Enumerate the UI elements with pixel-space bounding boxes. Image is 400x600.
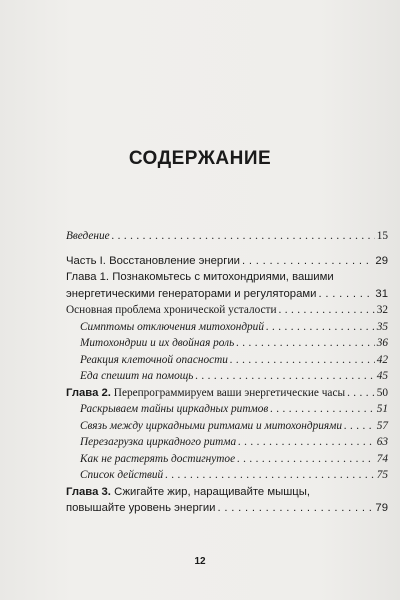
page-title: СОДЕРЖАНИЕ bbox=[128, 148, 272, 169]
toc-entry-title: Еда спешит на помощь bbox=[80, 370, 194, 382]
toc-page-number: 63 bbox=[376, 436, 388, 448]
dot-leader bbox=[318, 286, 373, 303]
toc-entry-subsection bbox=[66, 434, 388, 451]
toc-entry-chapter2 bbox=[66, 385, 388, 402]
toc-page-number: 32 bbox=[376, 304, 388, 316]
toc-page-number: 15 bbox=[376, 230, 388, 242]
toc-entry-title: Симптомы отключения митохондрий bbox=[80, 320, 264, 333]
toc-entry-subsection bbox=[66, 368, 388, 385]
dot-leader bbox=[242, 253, 373, 270]
toc-entry-chapter1 bbox=[66, 269, 388, 302]
dot-leader bbox=[344, 418, 375, 435]
toc-entry-part1 bbox=[66, 253, 388, 270]
toc-entry-title: Связь между циркадными ритмами и митохондриями bbox=[80, 419, 343, 432]
dot-leader bbox=[236, 335, 374, 352]
dot-leader bbox=[237, 451, 375, 468]
toc-entry-title-line2: повышайте уровень энергии bbox=[66, 502, 216, 514]
toc-entry-subsection bbox=[66, 467, 388, 484]
toc-entry-chapter3 bbox=[66, 484, 388, 517]
toc-entry-section bbox=[66, 302, 388, 319]
toc-entry-subsection bbox=[66, 401, 388, 418]
toc-entry-title: Список действий bbox=[80, 469, 164, 481]
dot-leader bbox=[238, 434, 375, 451]
toc-entry-intro bbox=[66, 228, 388, 245]
dot-leader bbox=[165, 467, 374, 484]
chapter-label: Глава 2. bbox=[66, 386, 111, 399]
toc-entry-title-line1: Глава 1. Познакомьтесь с митохондриями, вашими bbox=[66, 271, 334, 283]
toc-entry-title: Перепрограммируем ваши энергетические часы bbox=[113, 386, 346, 399]
toc-entry-title-line1: Сжигайте жир, наращивайте мышцы, bbox=[114, 485, 311, 498]
dot-leader bbox=[217, 500, 373, 517]
toc-page-number: 57 bbox=[376, 419, 388, 432]
toc-entry-subsection bbox=[66, 451, 388, 468]
toc-entry-title: Реакция клеточной опасности bbox=[80, 353, 228, 366]
toc-entry-title: Раскрываем тайны циркадных ритмов bbox=[80, 403, 269, 415]
dot-leader bbox=[279, 302, 375, 319]
toc-entry-title-line2: энергетическими генераторами и регуляторами bbox=[66, 287, 317, 300]
table-of-contents bbox=[66, 228, 388, 517]
toc-entry-subsection bbox=[66, 352, 388, 369]
toc-entry-title: Часть I. Восстановление энергии bbox=[66, 254, 240, 267]
chapter-label: Глава 3. bbox=[66, 485, 111, 498]
dot-leader bbox=[347, 385, 375, 402]
toc-page-number: 36 bbox=[376, 337, 388, 349]
toc-page-number: 42 bbox=[376, 353, 388, 366]
dot-leader bbox=[112, 228, 375, 245]
toc-entry-title: Как не растерять достигнутое bbox=[80, 452, 236, 465]
toc-page-number: 75 bbox=[376, 469, 388, 481]
toc-entry-title: Митохондрии и их двойная роль bbox=[80, 337, 235, 349]
toc-entry-subsection bbox=[66, 418, 388, 435]
toc-entry-subsection bbox=[66, 335, 388, 352]
toc-page-number: 35 bbox=[376, 320, 388, 333]
toc-page-number: 79 bbox=[375, 502, 388, 514]
dot-leader bbox=[266, 319, 375, 336]
toc-entry-title: Введение bbox=[66, 230, 110, 242]
toc-entry-subsection bbox=[66, 319, 388, 336]
dot-leader bbox=[270, 401, 374, 418]
toc-page-number: 31 bbox=[375, 287, 388, 300]
toc-entry-title: Перезагрузка циркадного ритма bbox=[80, 436, 237, 448]
toc-page-number: 45 bbox=[376, 370, 388, 382]
dot-leader bbox=[230, 352, 375, 369]
toc-page-number: 51 bbox=[376, 403, 388, 415]
dot-leader bbox=[195, 368, 374, 385]
toc-page-number: 29 bbox=[375, 254, 388, 267]
page-number: 12 bbox=[194, 556, 206, 567]
toc-entry-title: Основная проблема хронической усталости bbox=[66, 304, 277, 316]
toc-page-number: 74 bbox=[376, 452, 388, 465]
toc-page-number: 50 bbox=[376, 386, 388, 399]
